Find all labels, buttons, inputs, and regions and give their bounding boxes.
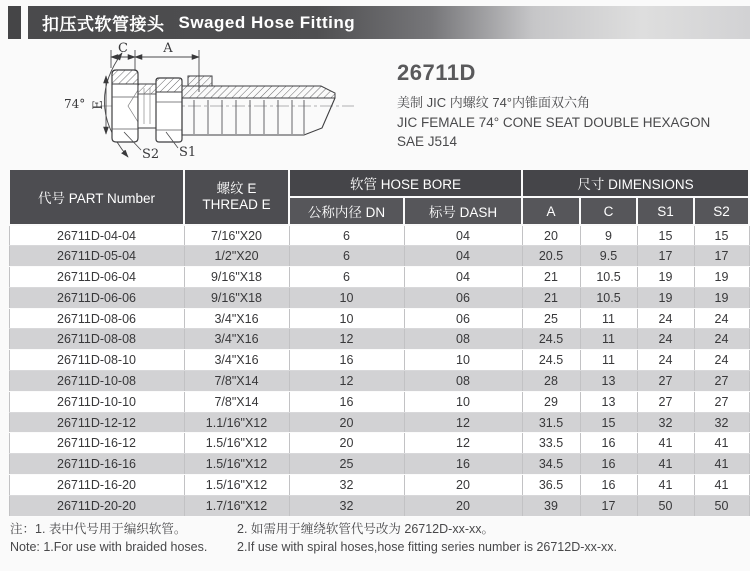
table-cell: 50	[637, 495, 694, 516]
nut-section-hatch	[112, 70, 138, 84]
table-row	[9, 433, 749, 454]
table-cell: 1/2"X20	[184, 246, 289, 267]
table-cell: 20	[289, 433, 404, 454]
col-header-dash: 标号 DASH	[404, 197, 522, 225]
table-cell: 32	[694, 412, 749, 433]
col-header-s2: S2	[694, 197, 749, 225]
table-cell: 12	[289, 371, 404, 392]
table-cell: 16	[580, 454, 637, 475]
table-cell: 41	[694, 454, 749, 475]
table-cell: 20	[522, 225, 580, 246]
dim-label-s1: S1	[179, 145, 197, 160]
table-cell: 41	[637, 454, 694, 475]
table-cell: 9/16"X18	[184, 267, 289, 288]
table-cell: 26711D-08-08	[9, 329, 184, 350]
table-cell: 1.1/16"X12	[184, 412, 289, 433]
table-cell: 7/16"X20	[184, 225, 289, 246]
table-cell: 20.5	[522, 246, 580, 267]
product-standard: SAE J514	[397, 134, 458, 149]
product-desc-zh: 美制 JIC 内螺纹 74°内锥面双六角	[397, 95, 590, 110]
table-row	[9, 475, 749, 496]
table-cell: 26711D-20-20	[9, 495, 184, 516]
table-cell: 7/8"X14	[184, 391, 289, 412]
table-cell: 26711D-12-12	[9, 412, 184, 433]
table-cell: 32	[289, 495, 404, 516]
product-desc-en: JIC FEMALE 74° CONE SEAT DOUBLE HEXAGON	[397, 114, 711, 130]
product-info	[397, 60, 742, 152]
table-row	[9, 454, 749, 475]
table-cell: 26711D-16-16	[9, 454, 184, 475]
header-accent-bar	[8, 6, 21, 39]
notes-column-2	[237, 521, 737, 556]
table-cell: 10	[289, 308, 404, 329]
note-zh-2: 2. 如需用于缠绕软管代号改为 26712D-xx-xx。	[237, 522, 494, 536]
stem-barbs	[194, 100, 304, 134]
stem-collar-hatch	[188, 76, 212, 86]
table-cell: 17	[694, 246, 749, 267]
table-cell: 41	[637, 475, 694, 496]
col-header-c: C	[580, 197, 637, 225]
table-row	[9, 246, 749, 267]
dim-label-e: E	[91, 100, 106, 110]
table-cell: 41	[637, 433, 694, 454]
col-header-thread-en: THREAD E	[202, 197, 271, 212]
table-cell: 1.5/16"X12	[184, 454, 289, 475]
col-header-part-number: 代号 PART Number	[9, 169, 184, 225]
table-cell: 41	[694, 433, 749, 454]
table-cell: 24	[637, 350, 694, 371]
table-cell: 26711D-06-04	[9, 267, 184, 288]
table-row	[9, 371, 749, 392]
table-cell: 25	[522, 308, 580, 329]
table-cell: 13	[580, 371, 637, 392]
col-header-a: A	[522, 197, 580, 225]
table-cell: 24	[694, 350, 749, 371]
table-cell: 34.5	[522, 454, 580, 475]
table-cell: 04	[404, 246, 522, 267]
group-header-dimensions: 尺寸 DIMENSIONS	[522, 169, 749, 197]
table-cell: 12	[289, 329, 404, 350]
fitting-technical-drawing	[56, 40, 391, 167]
table-cell: 16	[404, 454, 522, 475]
stem-bottom-outline	[182, 98, 335, 135]
table-cell: 32	[289, 475, 404, 496]
table-cell: 19	[694, 267, 749, 288]
table-cell: 20	[404, 475, 522, 496]
table-cell: 26711D-08-10	[9, 350, 184, 371]
table-cell: 6	[289, 267, 404, 288]
table-cell: 9.5	[580, 246, 637, 267]
table-cell: 24.5	[522, 329, 580, 350]
table-cell: 6	[289, 225, 404, 246]
table-row	[9, 412, 749, 433]
spec-table	[8, 168, 750, 517]
table-cell: 26711D-06-06	[9, 287, 184, 308]
notes-column-1	[10, 521, 235, 556]
page-title-zh: 扣压式软管接头	[42, 15, 165, 34]
table-cell: 50	[694, 495, 749, 516]
table-cell: 3/4"X16	[184, 350, 289, 371]
group-header-hose-bore: 软管 HOSE BORE	[289, 169, 522, 197]
table-cell: 24	[694, 308, 749, 329]
note-en-1: Note: 1.For use with braided hoses.	[10, 539, 208, 554]
dim-label-a: A	[163, 41, 173, 56]
table-cell: 26711D-08-06	[9, 308, 184, 329]
table-cell: 11	[580, 350, 637, 371]
table-cell: 26711D-10-10	[9, 391, 184, 412]
spec-table-body	[9, 225, 749, 516]
table-cell: 08	[404, 371, 522, 392]
table-cell: 10.5	[580, 267, 637, 288]
table-cell: 11	[580, 329, 637, 350]
table-cell: 13	[580, 391, 637, 412]
table-cell: 04	[404, 225, 522, 246]
table-row	[9, 391, 749, 412]
table-row	[9, 267, 749, 288]
table-cell: 6	[289, 246, 404, 267]
table-cell: 10.5	[580, 287, 637, 308]
table-cell: 1.7/16"X12	[184, 495, 289, 516]
table-cell: 10	[404, 350, 522, 371]
table-cell: 26711D-04-04	[9, 225, 184, 246]
table-cell: 24	[637, 308, 694, 329]
table-cell: 32	[637, 412, 694, 433]
table-cell: 19	[637, 287, 694, 308]
table-cell: 10	[404, 391, 522, 412]
table-cell: 9/16"X18	[184, 287, 289, 308]
dim-label-s2: S2	[142, 147, 160, 162]
table-cell: 29	[522, 391, 580, 412]
table-cell: 24.5	[522, 350, 580, 371]
table-cell: 20	[289, 412, 404, 433]
table-cell: 12	[404, 412, 522, 433]
col-header-s1: S1	[637, 197, 694, 225]
table-cell: 16	[580, 433, 637, 454]
table-cell: 24	[694, 329, 749, 350]
table-cell: 06	[404, 308, 522, 329]
note-zh-1: 注：1. 表中代号用于编织软管。	[10, 522, 187, 536]
table-cell: 28	[522, 371, 580, 392]
table-cell: 1.5/16"X12	[184, 433, 289, 454]
product-model: 26711D	[397, 60, 476, 85]
table-cell: 24	[637, 329, 694, 350]
dim-label-c: C	[118, 41, 128, 56]
table-cell: 16	[289, 391, 404, 412]
table-cell: 26711D-16-20	[9, 475, 184, 496]
table-cell: 15	[580, 412, 637, 433]
page-title-en: Swaged Hose Fitting	[178, 12, 356, 32]
table-cell: 31.5	[522, 412, 580, 433]
table-cell: 39	[522, 495, 580, 516]
table-cell: 27	[637, 391, 694, 412]
table-row	[9, 495, 749, 516]
table-row	[9, 225, 749, 246]
table-cell: 27	[694, 371, 749, 392]
col-header-thread	[184, 169, 289, 225]
cone-angle-label: 74°	[64, 97, 86, 111]
table-cell: 41	[694, 475, 749, 496]
table-cell: 27	[694, 391, 749, 412]
table-cell: 15	[637, 225, 694, 246]
table-cell: 33.5	[522, 433, 580, 454]
table-cell: 11	[580, 308, 637, 329]
note-en-2: 2.If use with spiral hoses,hose fitting series number is 26712D-xx-xx.	[237, 539, 618, 554]
table-cell: 16	[289, 350, 404, 371]
col-header-dn: 公称内径 DN	[289, 197, 404, 225]
table-cell: 36.5	[522, 475, 580, 496]
table-cell: 06	[404, 287, 522, 308]
page-header	[28, 6, 750, 39]
table-cell: 27	[637, 371, 694, 392]
table-row	[9, 287, 749, 308]
table-cell: 19	[637, 267, 694, 288]
table-cell: 26711D-05-04	[9, 246, 184, 267]
table-cell: 17	[637, 246, 694, 267]
table-cell: 16	[580, 475, 637, 496]
table-cell: 20	[404, 495, 522, 516]
table-cell: 9	[580, 225, 637, 246]
table-cell: 08	[404, 329, 522, 350]
table-cell: 3/4"X16	[184, 308, 289, 329]
table-cell: 15	[694, 225, 749, 246]
table-cell: 04	[404, 267, 522, 288]
table-row	[9, 329, 749, 350]
table-cell: 17	[580, 495, 637, 516]
table-cell: 1.5/16"X12	[184, 475, 289, 496]
table-cell: 10	[289, 287, 404, 308]
table-cell: 3/4"X16	[184, 329, 289, 350]
table-row	[9, 350, 749, 371]
table-cell: 26711D-10-08	[9, 371, 184, 392]
table-cell: 21	[522, 267, 580, 288]
table-cell: 25	[289, 454, 404, 475]
stem-top-wall	[182, 86, 335, 98]
table-cell: 7/8"X14	[184, 371, 289, 392]
table-cell: 19	[694, 287, 749, 308]
table-cell: 12	[404, 433, 522, 454]
table-cell: 21	[522, 287, 580, 308]
col-header-thread-zh: 螺纹 E	[216, 181, 257, 196]
table-row	[9, 308, 749, 329]
table-cell: 26711D-16-12	[9, 433, 184, 454]
